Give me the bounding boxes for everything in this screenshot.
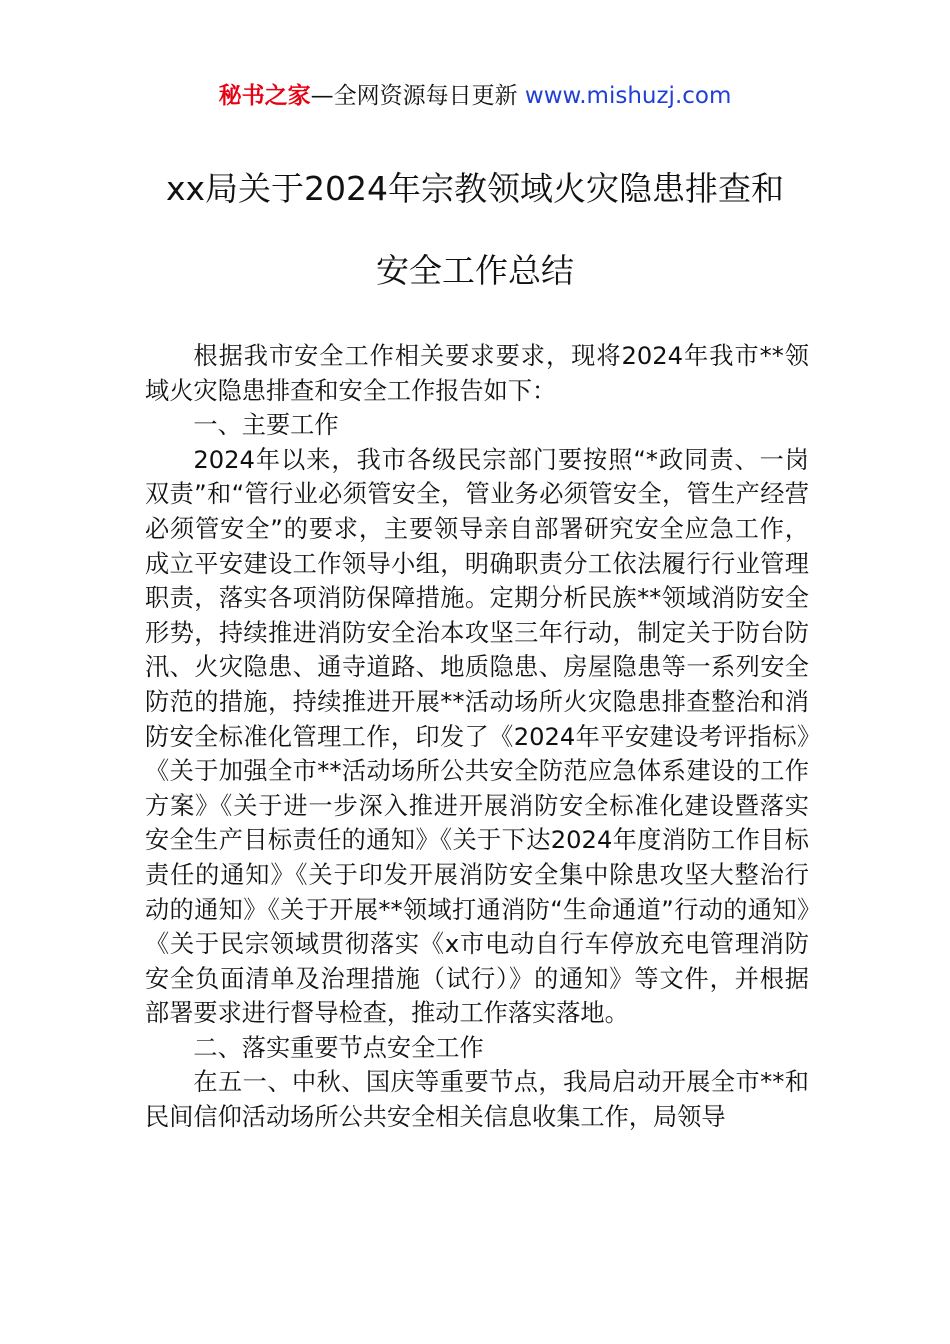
section-heading-key-nodes: 二、落实重要节点安全工作 — [193, 1033, 484, 1062]
main-work-paragraph: 2024年以来，我市各级民宗部门要按照“*政同责、一岗双责”和“管行业必须管安全，管业务必须管安全，管生产经营必须管安全”的要求，主要领导亲自部署研究安全应急工作，成立平安建设工作领导小组，明确职责分工依法履行行业管理职责，落实各项消防保障措施。定期分析民族**领域消防安全形势，持续推进消防安全治本攻坚三年行动，制定关于防台防汛、火灾隐患、通寺道路、地质隐患、房屋隐患等一系列安全防范的措施，持续推进开展**活动场所火灾隐患排查整治和消防安全标准化管理工作，印发了《2024年平安建设考评指标》《关于加强全市**活动场所公共安全防范应急体系建设的工作方案》《关于进一步深入推进开展消防安全标准化建设暨落实安全生产目标责任的通知》《关于下达2024年度消防工作目标责任的通知》《关于印发开展消防安全集中除患攻坚大整治行动的通知》《关于开展**领域打通消防“生命通道”行动的通知》《关于民宗领域贯彻落实《x市电动自行车停放充电管理消防安全负面清单及治理措施（试行）》的通知》等文件，并根据部署要求进行督导检查，推动工作落实落地。 — [145, 445, 809, 1028]
intro-paragraph: 根据我市安全工作相关要求要求，现将2024年我市**领域火灾隐患排查和安全工作报告如下： — [145, 342, 809, 405]
site-header — [0, 78, 950, 114]
title-line-2: 安全工作总结 — [376, 251, 574, 290]
brand-name: 秘书之家 — [218, 83, 311, 109]
section-heading-main-work: 一、主要工作 — [193, 411, 339, 440]
site-url-link[interactable]: www.mishuzj.com — [524, 83, 732, 109]
document-title — [100, 148, 850, 312]
title-line-1: xx局关于2024年宗教领域火灾隐患排查和 — [165, 169, 785, 208]
document-body — [145, 339, 809, 1135]
key-nodes-paragraph: 在五一、中秋、国庆等重要节点，我局启动开展全市**和民间信仰活动场所公共安全相关信息收集工作，局领导 — [145, 1068, 809, 1132]
header-slogan: —全网资源每日更新 — [310, 83, 525, 109]
